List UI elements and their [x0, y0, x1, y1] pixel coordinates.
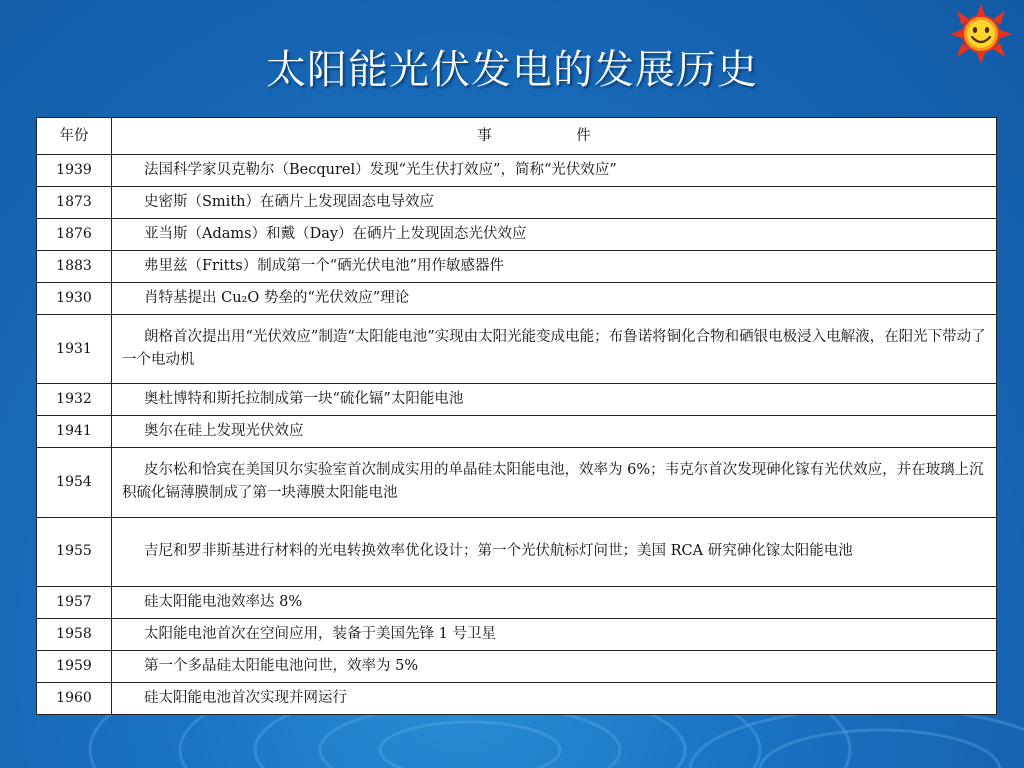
event-cell: 吉尼和罗非斯基进行材料的光电转换效率优化设计；第一个光伏航标灯问世；美国 RCA 研究砷化镓太阳能电池 [112, 517, 997, 586]
table-row [37, 517, 997, 586]
year-cell: 1941 [37, 416, 112, 448]
year-cell: 1932 [37, 384, 112, 416]
year-cell: 1955 [37, 517, 112, 586]
year-cell: 1960 [37, 682, 112, 714]
table-row [37, 618, 997, 650]
event-cell: 太阳能电池首次在空间应用，装备于美国先锋 1 号卫星 [112, 618, 997, 650]
table-row [37, 586, 997, 618]
event-cell: 肖特基提出 Cu₂O 势垒的“光伏效应”理论 [112, 283, 997, 315]
year-cell: 1931 [37, 315, 112, 384]
table-row [37, 155, 997, 187]
event-cell: 朗格首次提出用“光伏效应”制造“太阳能电池”实现由太阳光能变成电能；布鲁诺将铜化合物和硒银电极浸入电解液，在阳光下带动了一个电动机 [112, 315, 997, 384]
slide-title: 太阳能光伏发电的发展历史 [266, 47, 758, 93]
table-row [37, 682, 997, 714]
table-row [37, 384, 997, 416]
event-cell: 第一个多晶硅太阳能电池问世，效率为 5% [112, 650, 997, 682]
event-cell: 皮尔松和恰宾在美国贝尔实验室首次制成实用的单晶硅太阳能电池，效率为 6%；韦克尔首次发现砷化镓有光伏效应，并在玻璃上沉积硫化镉薄膜制成了第一块薄膜太阳能电池 [112, 448, 997, 517]
header-event: 事 件 [112, 118, 997, 155]
event-cell: 亚当斯（Adams）和戴（Day）在硒片上发现固态光伏效应 [112, 219, 997, 251]
year-cell: 1958 [37, 618, 112, 650]
event-cell: 弗里兹（Fritts）制成第一个“硒光伏电池”用作敏感器件 [112, 251, 997, 283]
table-row [37, 251, 997, 283]
event-cell: 奥杜博特和斯托拉制成第一块“硫化镉”太阳能电池 [112, 384, 997, 416]
year-cell: 1930 [37, 283, 112, 315]
year-cell: 1876 [37, 219, 112, 251]
event-cell: 硅太阳能电池首次实现并网运行 [112, 682, 997, 714]
table-row [37, 416, 997, 448]
year-cell: 1873 [37, 187, 112, 219]
year-cell: 1883 [37, 251, 112, 283]
table-row [37, 187, 997, 219]
smiling-sun-icon [948, 4, 1014, 64]
table-row [37, 283, 997, 315]
history-table-panel [36, 117, 997, 715]
event-cell: 硅太阳能电池效率达 8% [112, 586, 997, 618]
year-cell: 1939 [37, 155, 112, 187]
table-row [37, 219, 997, 251]
event-cell: 法国科学家贝克勒尔（Becqurel）发现“光生伏打效应”，简称“光伏效应” [112, 155, 997, 187]
history-table [36, 117, 997, 715]
header-year: 年份 [37, 118, 112, 155]
table-row [37, 315, 997, 384]
event-cell: 史密斯（Smith）在硒片上发现固态电导效应 [112, 187, 997, 219]
year-cell: 1957 [37, 586, 112, 618]
table-row [37, 448, 997, 517]
table-row [37, 650, 997, 682]
year-cell: 1954 [37, 448, 112, 517]
year-cell: 1959 [37, 650, 112, 682]
event-cell: 奥尔在硅上发现光伏效应 [112, 416, 997, 448]
table-header-row [37, 118, 997, 155]
